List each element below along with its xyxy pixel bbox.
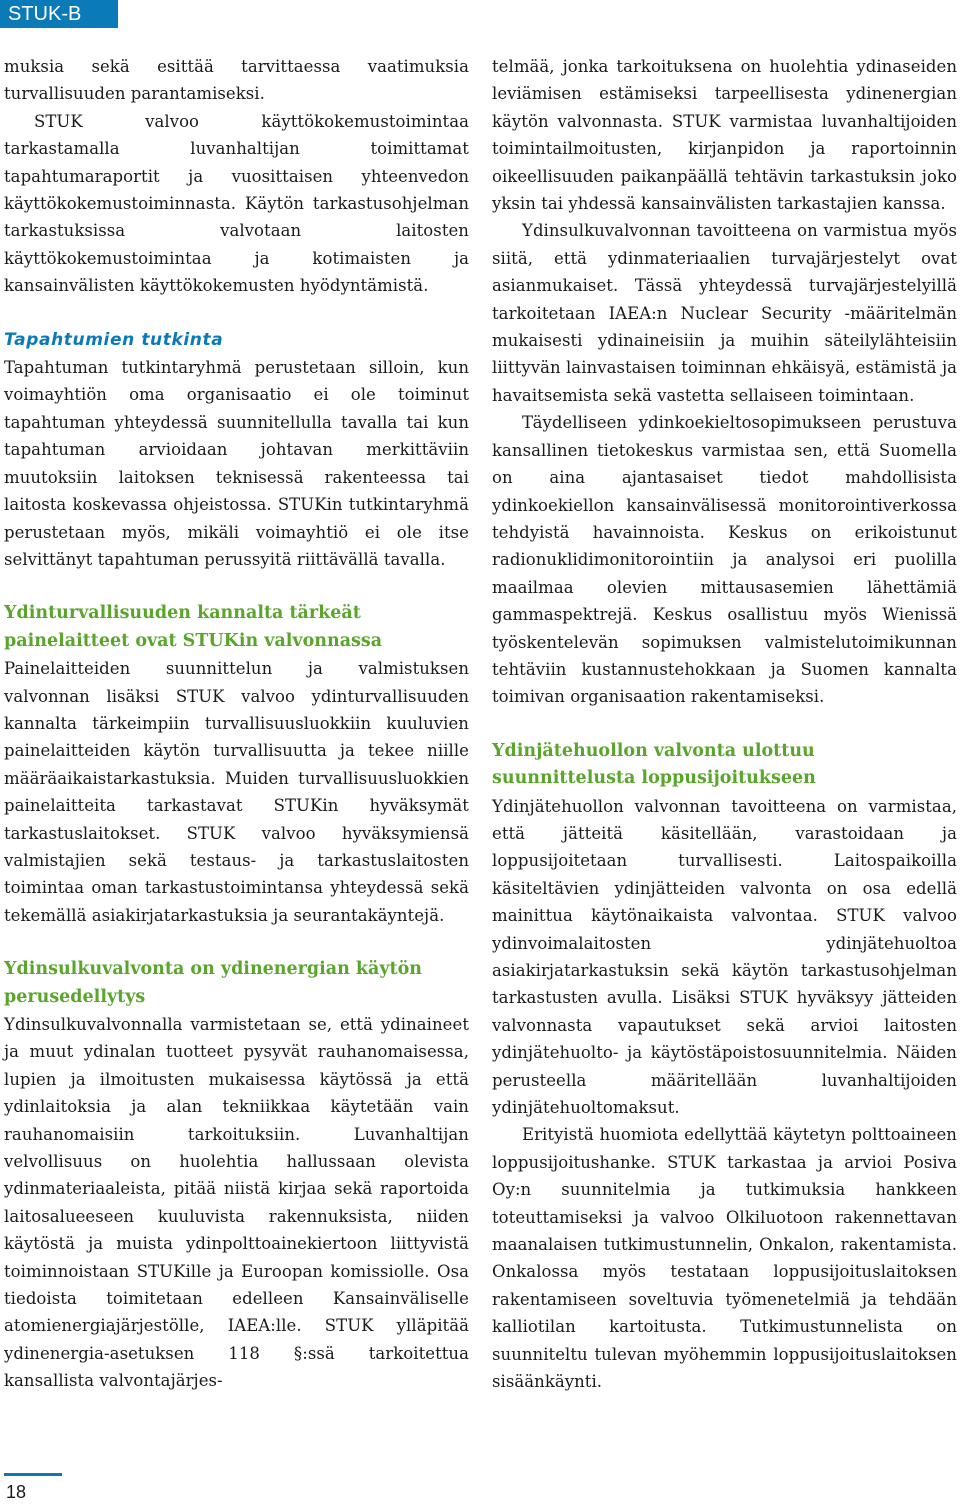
section-heading: Ydinturvallisuuden kannalta tärkeät painelaitteet ovat STUKin valvonnassa bbox=[4, 603, 383, 651]
paragraph: Painelaitteiden suunnittelun ja valmistuksen valvonnan lisäksi STUK valvoo ydinturvallisuuden kannalta tärkeimpiin turvallisuusluokkiin kuuluvien painelaitteiden käytön turvallisuutta ja tekee niille määräaikaistarkastuksia. Muiden turvallisuusluokkien painelaitteita tarkastavat STUKin hyväksymät tarkastuslaitokset. STUK valvoo hyväksymiensä valmistajien sekä testaus- ja tarkastuslaitosten toimintaa oman tarkastustoimintansa yhteydessä sekä tekemällä asiakirjatarkastuksia ja seurantakäyntejä. bbox=[4, 659, 469, 925]
footer-rule bbox=[4, 1473, 62, 1476]
paragraph: telmää, jonka tarkoituksena on huolehtia ydinaseiden leviämisen estämiseksi tarpeellisesta ydinenergian käytön valvonnasta. STUK varmistaa luvanhaltijoiden toimintailmoitusten, kirjanpidon ja raportoinnin oikeellisuuden paikanpäällä tehtävin tarkastuksin joko yksin tai yhdessä kansainvälisten tarkastajien kanssa. bbox=[492, 57, 957, 214]
left-column bbox=[4, 53, 469, 1395]
section-heading: Ydinjätehuollon valvonta ulottuu suunnittelusta loppusijoitukseen bbox=[492, 740, 816, 789]
paragraph: Ydinjätehuollon valvonnan tavoitteena on varmistaa, että jätteitä käsitellään, varastoidaan ja loppusijoitetaan turvallisesti. Laitospaikoilla käsiteltävien ydinjätteiden valvonta on osa edellä mainittua käytönaikaista valvontaa. STUK valvoo ydinvoimalaitosten ydinjätehuoltoa asiakirjatarkastuksin sekä käytön tarkastusohjelman tarkastusten avulla. Lisäksi STUK hyväksyy jätteiden valvonnasta vapautukset sekä arvioi laitosten ydinjätehuolto- ja käytöstäpoistosuunnitelmia. Näiden perusteella määritellään luvanhaltijoiden ydinjätehuoltomaksut. bbox=[492, 796, 957, 1118]
section-heading: Ydinsulkuvalvonta on ydinenergian käytön perusedellytys bbox=[4, 959, 423, 1007]
series-header: STUK-B 101 bbox=[0, 0, 118, 28]
paragraph: Tapahtuman tutkintaryhmä perustetaan silloin, kun voimayhtiön oma organisaatio ei ole toiminut tapahtuman yhteydessä suunnitellulla tavalla tai kun tapahtuman arvioidaan johtavan merkittäviin muutoksiin laitoksen teknisessä rakenteessa tai laitosta koskevassa ohjeistossa. STUKin tutkintaryhmä perustetaan myös, mikäli voimayhtiö ei ole itse selvittänyt tapahtuman perussyitä riittävällä tavalla. bbox=[4, 358, 469, 569]
right-column bbox=[492, 53, 957, 1396]
paragraph: Ydinsulkuvalvonnan tavoitteena on varmistua myös siitä, että ydinmateriaalien turvajärjestelyt ovat asianmukaiset. Tässä yhteydessä turvajärjestelyillä tarkoitetaan IAEA:n Nuclear Security -määritelmän mukaisesti ydinaineisiin ja muihin säteilylähteisiin liittyvän lainvastaisen toiminnan ehkäisyä, estämistä ja havaitsemista sekä vastetta sellaiseen toimintaan. bbox=[492, 221, 957, 405]
paragraph: Ydinsulkuvalvonnalla varmistetaan se, että ydinaineet ja muut ydinalan tuotteet pysyvät rauhanomaisessa, lupien ja ilmoitusten mukaisessa käytössä ja että ydinlaitoksia ja alan tekniikkaa käytetään vain rauhanomaisiin tarkoituksiin. Luvanhaltijan velvollisuus on huolehtia hallussaan olevista ydinmateriaaleista, pitää niistä kirjaa sekä raportoida laitosalueeseen kuuluvista rakennuksista, niiden käytöstä ja muista ydinpolttoainekiertoon liittyvistä toiminnoistaan STUKille ja Euroopan komissiolle. Osa tiedoista toimitetaan edelleen Kansainväliselle atomienergiajärjestölle, IAEA:lle. STUK ylläpitää ydinenergia-asetuksen 118 §:ssä tarkoitettua kansallista valvontajärjes- bbox=[4, 1015, 469, 1391]
paragraph: muksia sekä esittää tarvittaessa vaatimuksia turvallisuuden parantamiseksi. bbox=[4, 57, 469, 104]
paragraph: Erityistä huomiota edellyttää käytetyn polttoaineen loppusijoitushanke. STUK tarkastaa ja arvioi Posiva Oy:n suunnitelmia ja tutkimuksia hankkeen toteuttamiseksi ja valvoo Olkiluotoon rakennettavan maanalaisen tutkimustunnelin, Onkalon, rakentamista. Onkalossa myös testataan loppusijoituslaitoksen rakentamiseen soveltuvia työmenetelmiä ja tehdään kalliotilan kartoitusta. Tutkimustunnelista on suunniteltu tulevan myöhemmin loppusijoituslaitoksen sisäänkäynti. bbox=[492, 1125, 957, 1392]
page-number: 18 bbox=[6, 1482, 27, 1502]
section-heading: Tapahtumien tutkinta bbox=[4, 329, 224, 350]
paragraph: STUK valvoo käyttökokemustoimintaa tarkastamalla luvanhaltijan toimittamat tapahtumaraportit ja vuosittaisen yhteenvedon käyttökokemustoiminnasta. Käytön tarkastusohjelman tarkastuksissa valvotaan laitosten käyttökokemustoimintaa ja kotimaisten ja kansainvälisten käyttökokemusten hyödyntämistä. bbox=[4, 111, 469, 296]
paragraph: Täydelliseen ydinkoekieltosopimukseen perustuva kansallinen tietokeskus varmistaa sen, että Suomella on aina ajantasaiset tiedot mahdollisista ydinkoekiellon kansainvälisessä monitorointiverkossa tehdyistä havainnoista. Keskus on erikoistunut radionuklidimonitorointiin ja analysoi eri puolilla maailmaa olevien mittausasemien lähettämiä gammaspektrejä. Keskus osallistuu myös Wienissä työskentelevän sopimuksen valmistelutoimikunnan tehtäviin kustannustehokkaan ja Suomen kannalta toimivan organisaation rakentamiseksi. bbox=[492, 413, 957, 707]
